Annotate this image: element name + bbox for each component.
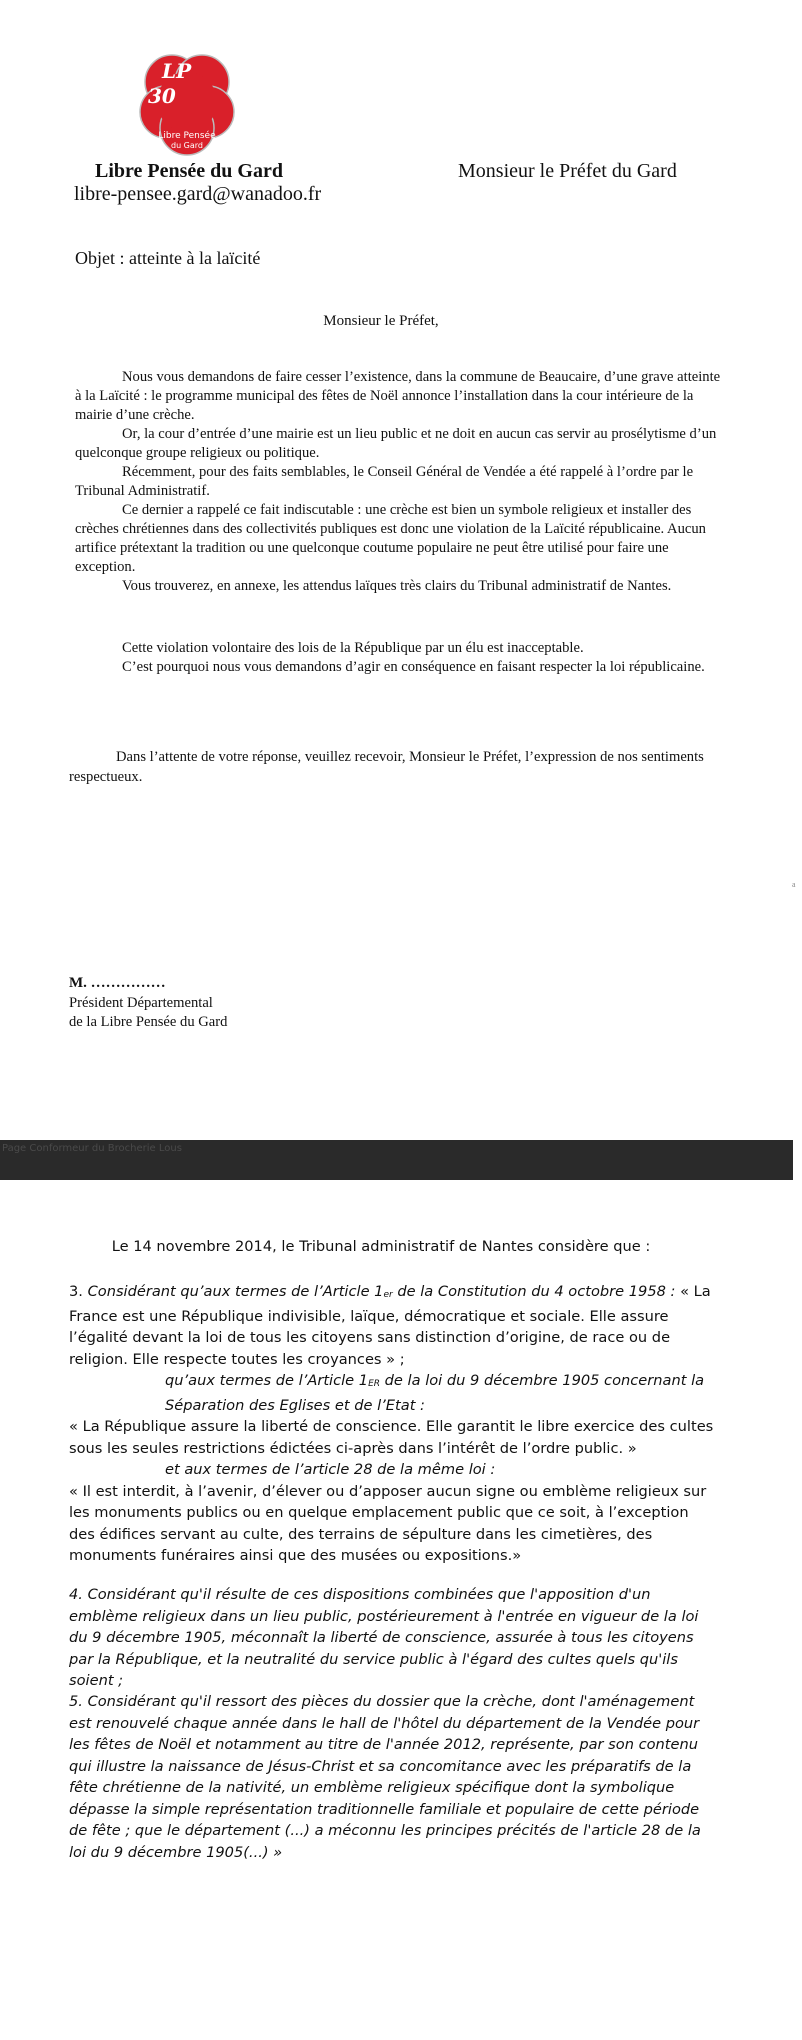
svg-text:LP: LP [162, 59, 192, 83]
svg-text:du Gard: du Gard [170, 141, 204, 150]
quotation: « Il est interdit, à l’avenir, d’élever ou d’apposer aucun signe ou emblème religieux sur les monuments publics ou en quelque emplacement public que ce soit, à l’exception des édifices servant au culte, des terrains de sépulture dans les cimetières, des monuments funéraires ainsi que des musées ou expositions.» [69, 1482, 707, 1564]
superscript: ER [368, 1379, 381, 1389]
considerant-text: et aux termes de l’article 28 de la même loi : [165, 1461, 496, 1478]
letter-paragraph: Vous trouverez, en annexe, les attendus laïques très clairs du Tribunal administratif de Nantes. [122, 578, 672, 594]
letter-body-2 [75, 639, 725, 677]
annexe-section-3 [69, 1281, 719, 1567]
letter-paragraph: C’est pourquoi nous vous demandons d’agir en conséquence en faisant respecter la loi républicaine. [122, 659, 705, 675]
margin-mark: a [792, 880, 796, 889]
signature-title: Président Départemental [69, 995, 213, 1011]
considerant-text: 4. Considérant qu'il résulte de ces dispositions combinées que l'apposition d'un emblème religieux dans un lieu public, postérieurement à l'entrée en vigueur de la loi du 9 décembre 1905, méconnaît la liberté de conscience, assurée à tous les citoyens par la République, et la neutralité du service public à l'égard des cultes quels qu'ils soient ; [69, 1586, 699, 1689]
letter-body [75, 368, 725, 596]
svg-text:Libre Pensée: Libre Pensée [158, 131, 216, 141]
quotation: « La République assure la liberté de conscience. Elle garantit le libre exercice des cultes sous les seules restrictions édictées ci-après dans l’intérêt de l’ordre public. » [69, 1418, 714, 1457]
signature-name: M. …………… [69, 975, 166, 991]
letter-paragraph: Cette violation volontaire des lois de la République par un élu est inacceptable. [122, 640, 584, 656]
considerant-text: qu’aux termes de l’Article 1 [165, 1372, 369, 1389]
organization-name: Libre Pensée du Gard [95, 160, 283, 182]
salutation: Monsieur le Préfet, [323, 313, 439, 329]
signature-title: de la Libre Pensée du Gard [69, 1014, 228, 1030]
libre-pensee-logo [138, 52, 236, 156]
section-number: 3. [69, 1283, 83, 1300]
considerant-text: de la Constitution du 4 octobre 1958 : [392, 1283, 676, 1300]
addressee: Monsieur le Préfet du Gard [458, 160, 677, 182]
organization-email: libre-pensee.gard@wanadoo.fr [74, 183, 322, 205]
letter-paragraph: Or, la cour d’entrée d’une mairie est un lieu public et ne doit en aucun cas servir au prosélytisme d’un quelconque groupe religieux ou politique. [75, 426, 717, 461]
closing-text: Dans l’attente de votre réponse, veuillez recevoir, Monsieur le Préfet, l’expression de nos sentiments respectueux. [69, 749, 704, 785]
considerant-text: Considérant qu’aux termes de l’Article 1 [87, 1283, 384, 1300]
svg-text:30: 30 [148, 84, 176, 108]
letter-paragraph: Récemment, pour des faits semblables, le Conseil Général de Vendée a été rappelé à l’ordre par le Tribunal Administratif. [75, 464, 694, 499]
superscript: er [383, 1290, 393, 1300]
separator-text: Page Conformeur du Brocherie Lous [2, 1143, 182, 1154]
annexe-section-4 [69, 1584, 719, 1692]
letter-paragraph: Nous vous demandons de faire cesser l’existence, dans la commune de Beaucaire, d’une grave atteinte à la Laïcité : le programme municipal des fêtes de Noël annonce l’installation dans la cour intérieure de la mairie d’une crèche. [75, 369, 721, 423]
considerant-text: 5. Considérant qu'il ressort des pièces du dossier que la crèche, dont l'aménagement est renouvelé chaque année dans le hall de l'hôtel du département de la Vendée pour les fêtes de Noël et notamment au titre de l'année 2012, représente, par son contenu qui illustre la naissance de Jésus-Christ et sa concomitance avec les préparatifs de la fête chrétienne de la nativité, un emblème religieux spécifique dont la symbolique dépasse la simple représentation traditionnelle familiale et populaire de cette période de fête ; que le département (...) a méconnu les principes précités de l'article 28 de la loi du 9 décembre 1905(...) » [69, 1693, 701, 1861]
annexe-section-5 [69, 1691, 719, 1863]
letter-paragraph: Ce dernier a rappelé ce fait indiscutable : une crèche est bien un symbole religieux et installer des crèches chrétiennes dans des collectivités publiques est donc une violation de la Laïcité républicaine. Aucun artifice prétextant la tradition ou une quelconque coutume populaire ne peut être utilisé pour faire une exception. [75, 502, 706, 575]
considerant-text: de la loi du 9 décembre 1905 concernant la Séparation des Eglises et de l’Etat : [165, 1372, 705, 1414]
letter-closing [69, 747, 729, 787]
letter-subject: Objet : atteinte à la laïcité [75, 248, 261, 268]
annexe-intro: Le 14 novembre 2014, le Tribunal administratif de Nantes considère que : [111, 1238, 651, 1255]
quotation: « La France est une République indivisible, laïque, démocratique et sociale. Elle assure l’égalité devant la loi de tous les citoyens sans distinction d’origine, de race ou de religion. Elle respecte toutes les croyances » ; [69, 1283, 711, 1368]
